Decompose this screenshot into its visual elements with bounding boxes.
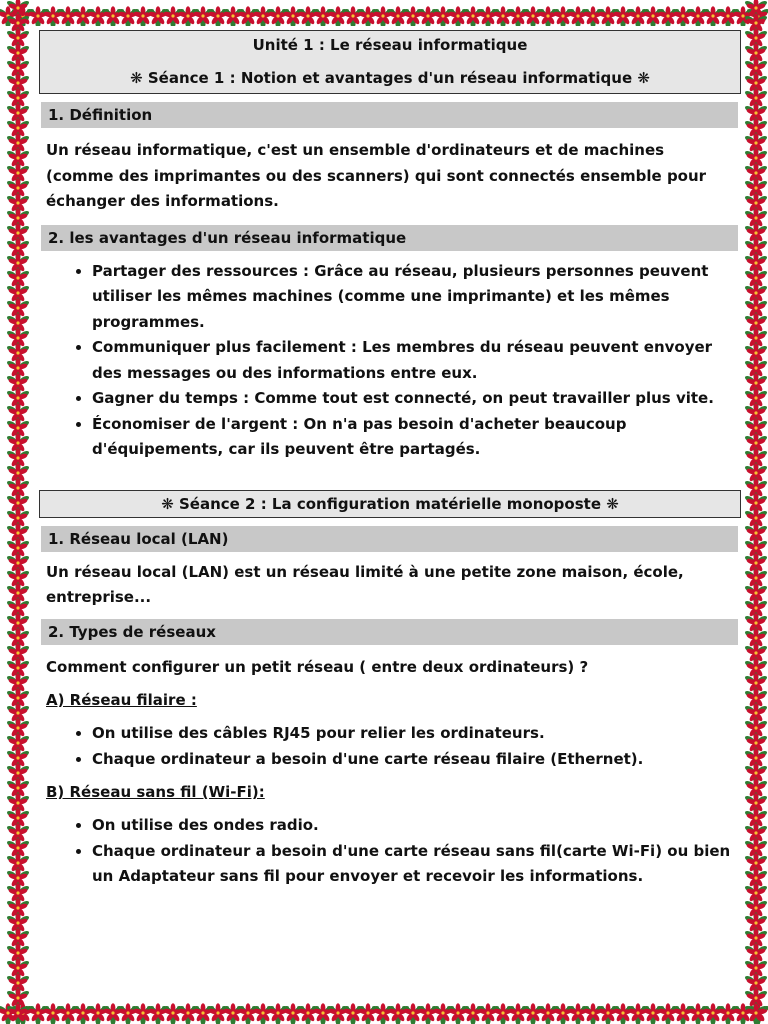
unit-title: Unité 1 : Le réseau informatique [252, 36, 528, 54]
poinsettia-flower-icon [371, 1003, 395, 1024]
poinsettia-flower-icon [744, 1003, 768, 1024]
poinsettia-flower-icon [281, 1003, 305, 1024]
poinsettia-border-bottom [0, 996, 768, 1024]
poinsettia-flower-icon [626, 1003, 650, 1024]
poinsettia-flower-icon [56, 1003, 80, 1024]
poinsettia-flower-icon [101, 1003, 125, 1024]
poinsettia-flower-icon [611, 1003, 635, 1024]
wireless-network-heading: B) Réseau sans fil (Wi-Fi): [46, 783, 265, 801]
document-content [39, 30, 741, 890]
poinsettia-flower-icon [221, 1003, 245, 1024]
unit-title-box [39, 30, 741, 94]
poinsettia-flower-icon [161, 1003, 185, 1024]
list-item: • Économiser de l'argent : On n'a pas besoin d'acheter beaucoup d'équipements, car ils peuvent être partagés. [92, 412, 731, 463]
poinsettia-flower-icon [266, 1003, 290, 1024]
poinsettia-flower-icon [446, 1003, 470, 1024]
poinsettia-border-right [738, 0, 768, 1024]
wireless-network-list [39, 813, 741, 890]
network-types-question: Comment configurer un petit réseau ( entre deux ordinateurs) ? [46, 657, 589, 676]
advantages-heading: 2. les avantages d'un réseau informatique [41, 225, 738, 251]
poinsettia-flower-icon [341, 1003, 365, 1024]
wired-network-heading: A) Réseau filaire : [46, 691, 197, 709]
poinsettia-flower-icon [491, 1003, 515, 1024]
poinsettia-flower-icon [641, 1003, 665, 1024]
lan-text: Un réseau local (LAN) est un réseau limité à une petite zone maison, école, entreprise... [46, 562, 684, 606]
wired-network-list [39, 721, 741, 772]
lan-heading: 1. Réseau local (LAN) [41, 526, 738, 552]
poinsettia-flower-icon [716, 1003, 740, 1024]
poinsettia-border-left [0, 0, 30, 1024]
seance1-title: ❋ Séance 1 : Notion et avantages d'un réseau informatique ❋ [130, 69, 650, 87]
poinsettia-flower-icon [536, 1003, 560, 1024]
list-item: • On utilise des câbles RJ45 pour relier les ordinateurs. [92, 721, 731, 747]
poinsettia-flower-icon [401, 1003, 425, 1024]
poinsettia-flower-icon [86, 1003, 110, 1024]
list-item: • Gagner du temps : Comme tout est connecté, on peut travailler plus vite. [92, 386, 731, 412]
poinsettia-flower-icon [41, 1003, 65, 1024]
poinsettia-flower-icon [686, 1003, 710, 1024]
seance2-title: ❋ Séance 2 : La configuration matérielle monoposte ❋ [39, 490, 741, 518]
poinsettia-flower-icon [311, 1003, 335, 1024]
poinsettia-border-top [0, 0, 768, 26]
list-item: • On utilise des ondes radio. [92, 813, 731, 839]
poinsettia-flower-icon [506, 1003, 530, 1024]
poinsettia-flower-icon [146, 1003, 170, 1024]
poinsettia-flower-icon [356, 1003, 380, 1024]
poinsettia-flower-icon [251, 1003, 275, 1024]
poinsettia-flower-icon [131, 1003, 155, 1024]
definition-heading: 1. Définition [41, 102, 738, 128]
list-item: • Chaque ordinateur a besoin d'une carte réseau filaire (Ethernet). [92, 747, 731, 773]
poinsettia-flower-icon [191, 1003, 215, 1024]
list-item: • Partager des ressources : Grâce au réseau, plusieurs personnes peuvent utiliser les mêmes machines (comme une imprimante) et les mêmes programmes. [92, 259, 731, 336]
poinsettia-flower-icon [521, 1003, 545, 1024]
poinsettia-flower-icon [386, 1003, 410, 1024]
poinsettia-flower-icon [461, 1003, 485, 1024]
poinsettia-flower-icon [6, 1003, 30, 1024]
poinsettia-flower-icon [596, 1003, 620, 1024]
poinsettia-flower-icon [566, 1003, 590, 1024]
advantages-list [39, 259, 741, 463]
poinsettia-flower-icon [656, 1003, 680, 1024]
poinsettia-flower-icon [551, 1003, 575, 1024]
poinsettia-flower-icon [416, 1003, 440, 1024]
poinsettia-flower-icon [476, 1003, 500, 1024]
poinsettia-flower-icon [581, 1003, 605, 1024]
poinsettia-flower-icon [206, 1003, 230, 1024]
list-item: • Chaque ordinateur a besoin d'une carte réseau sans fil(carte Wi-Fi) ou bien un Adaptateur sans fil pour envoyer et recevoir les informations. [92, 839, 731, 890]
network-types-heading: 2. Types de réseaux [41, 619, 738, 645]
poinsettia-flower-icon [671, 1003, 695, 1024]
poinsettia-flower-icon [71, 1003, 95, 1024]
poinsettia-flower-icon [176, 1003, 200, 1024]
poinsettia-flower-icon [701, 1003, 725, 1024]
poinsettia-flower-icon [236, 1003, 260, 1024]
poinsettia-flower-icon [296, 1003, 320, 1024]
poinsettia-flower-icon [326, 1003, 350, 1024]
list-item: • Communiquer plus facilement : Les membres du réseau peuvent envoyer des messages ou des informations entre eux. [92, 335, 731, 386]
poinsettia-flower-icon [431, 1003, 455, 1024]
definition-text: Un réseau informatique, c'est un ensemble d'ordinateurs et de machines (comme des imprimantes ou des scanners) qui sont connectés ensemble pour échanger des informations. [46, 141, 707, 210]
poinsettia-flower-icon [116, 1003, 140, 1024]
